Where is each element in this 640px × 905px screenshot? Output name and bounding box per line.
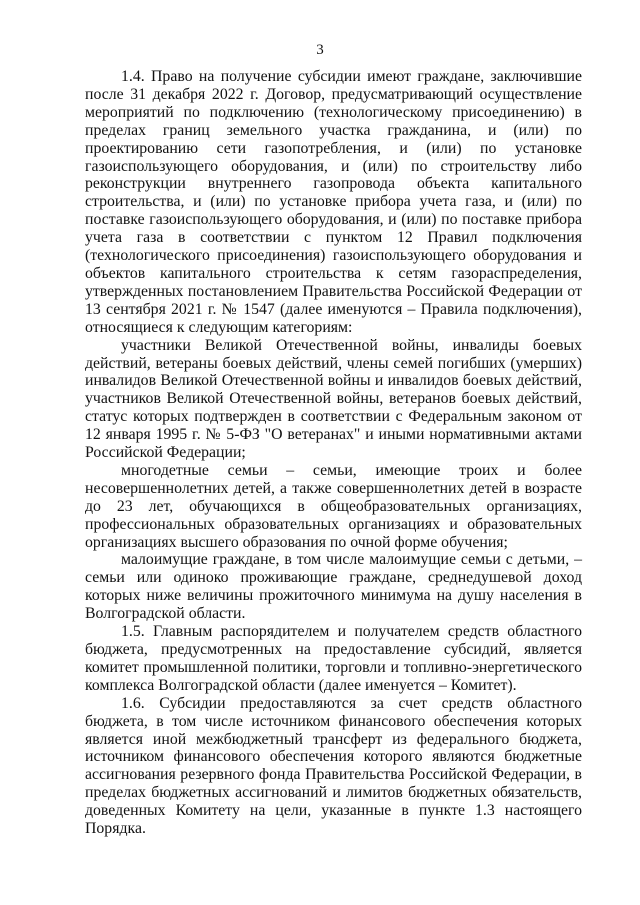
paragraph-1-6: 1.6. Субсидии предоставляются за счет средств областного бюджета, в том числе источником финансового обеспечения которых является иной межбюджетный трансферт из федерального бюджета, источником финансового обеспечения которого являются бюджетные ассигнования резервного фонда Правительства Российской Федерации, в пределах бюджетных ассигнований и лимитов бюджетных обязательств, доведенных Комитету на цели, указанные в пункте 1.3 настоящего Порядка.	[85, 694, 582, 838]
paragraph-large-families: многодетные семьи – семьи, имеющие троих и более несовершеннолетних детей, а также совершеннолетних детей в возрасте до 23 лет, обучающихся в общеобразовательных организациях, профессиональных образовательных организациях и образовательных организациях высшего образования по очной форме обучения;	[85, 461, 582, 551]
paragraph-1-5: 1.5. Главным распорядителем и получателем средств областного бюджета, предусмотренных на предоставление субсидий, является комитет промышленной политики, торговли и топливно-энергетического комплекса Волгоградской области (далее именуется – Комитет).	[85, 623, 582, 694]
page-number: 3	[316, 42, 324, 58]
paragraph-veterans: участники Великой Отечественной войны, инвалиды боевых действий, ветераны боевых действий, члены семей погибших (умерших) инвалидов Великой Отечественной войны и инвалидов боевых действий, участников Великой Отечественной войны, ветеранов боевых действий, статус которых подтвержден в соответствии с Федеральным законом от 12 января 1995 г. № 5-ФЗ "О ветеранах" и иными нормативными актами Российской Федерации;	[85, 336, 582, 462]
paragraph-1-4: 1.4. Право на получение субсидии имеют граждане, заключившие после 31 декабря 2022 г. Договор, предусматривающий осуществление мероприятий по подключению (технологическому присоединению) в пределах границ земельного участка гражданина, и (или) по проектированию сети газопотребления, и (или) по установке газоиспользующего оборудования, и (или) по строительству либо реконструкции внутреннего газопровода объекта капитального строительства, и (или) по установке прибора учета газа, и (или) по поставке газоиспользующего оборудования, и (или) по поставке прибора учета газа в соответствии с пунктом 12 Правил подключения (технологического присоединения) газоиспользующего оборудования и объектов капитального строительства к сетям газораспределения, утвержденных постановлением Правительства Российской Федерации от 13 сентября 2021 г. № 1547 (далее именуются – Правила подключения), относящиеся к следующим категориям:	[85, 68, 582, 336]
document-body	[85, 68, 582, 838]
paragraph-low-income: малоимущие граждане, в том числе малоимущие семьи с детьми, – семьи или одиноко проживающие граждане, среднедушевой доход которых ниже величины прожиточного минимума на душу населения в Волгоградской области.	[85, 551, 582, 623]
